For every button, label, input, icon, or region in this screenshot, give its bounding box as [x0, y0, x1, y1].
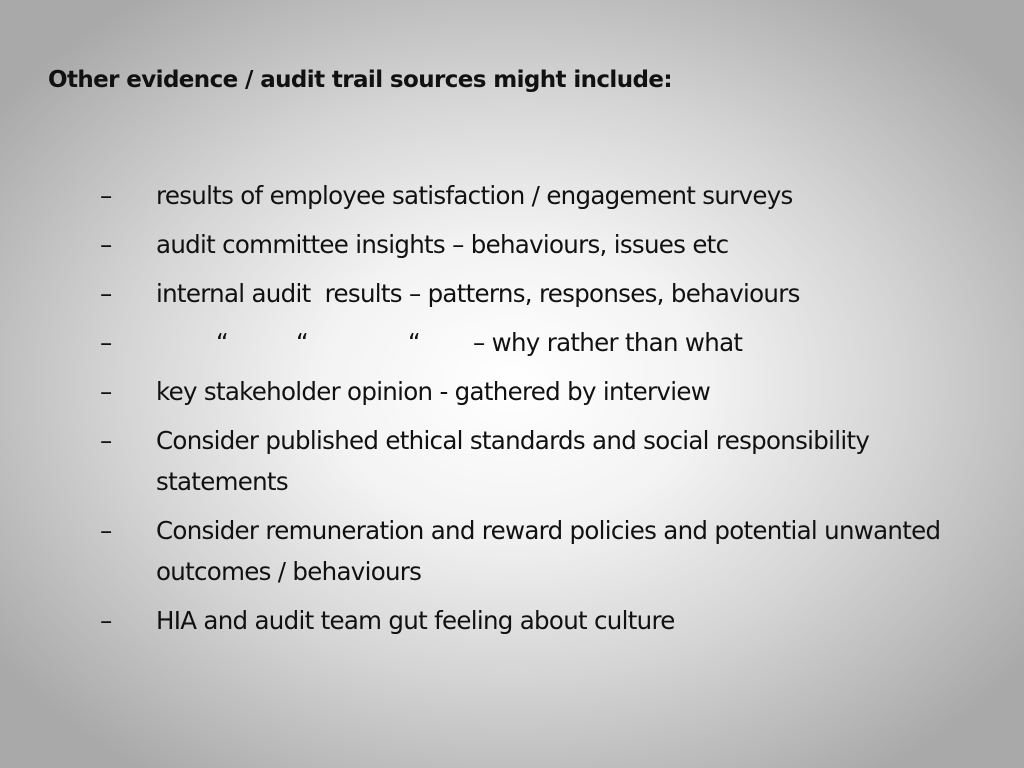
list-item: [100, 600, 980, 641]
bullet-dash: –: [100, 181, 112, 210]
slide-heading: Other evidence / audit trail sources might include:: [48, 67, 672, 93]
list-item: [100, 420, 980, 502]
list-item: [100, 273, 980, 314]
list-item-text: Consider published ethical standards and social responsibility statements: [156, 426, 870, 496]
list-item-text: Consider remuneration and reward policies and potential unwanted outcomes / behaviours: [156, 516, 941, 586]
ditto-mark: “: [296, 328, 308, 357]
list-item: [100, 371, 980, 412]
list-item-text: audit committee insights – behaviours, issues etc: [156, 230, 729, 259]
list-item-text: HIA and audit team gut feeling about culture: [156, 606, 675, 635]
bullet-dash: –: [100, 377, 112, 406]
bullet-dash: –: [100, 230, 112, 259]
list-item: [100, 175, 980, 216]
list-item: [100, 224, 980, 265]
ditto-mark: “: [216, 328, 228, 357]
list-item-text: results of employee satisfaction / engagement surveys: [156, 181, 793, 210]
list-item: [100, 322, 980, 363]
list-item-text: key stakeholder opinion - gathered by interview: [156, 377, 711, 406]
bullet-dash: –: [100, 279, 112, 308]
bullet-dash: –: [100, 426, 112, 455]
list-item: [100, 510, 980, 592]
ditto-line: [156, 322, 980, 363]
bullet-dash: –: [100, 606, 112, 635]
ditto-line-text: – why rather than what: [473, 328, 743, 357]
bullet-dash: –: [100, 328, 112, 357]
bullet-dash: –: [100, 516, 112, 545]
list-item-text: internal audit results – patterns, responses, behaviours: [156, 279, 800, 308]
bullet-list: [100, 175, 980, 649]
ditto-mark: “: [408, 328, 420, 357]
